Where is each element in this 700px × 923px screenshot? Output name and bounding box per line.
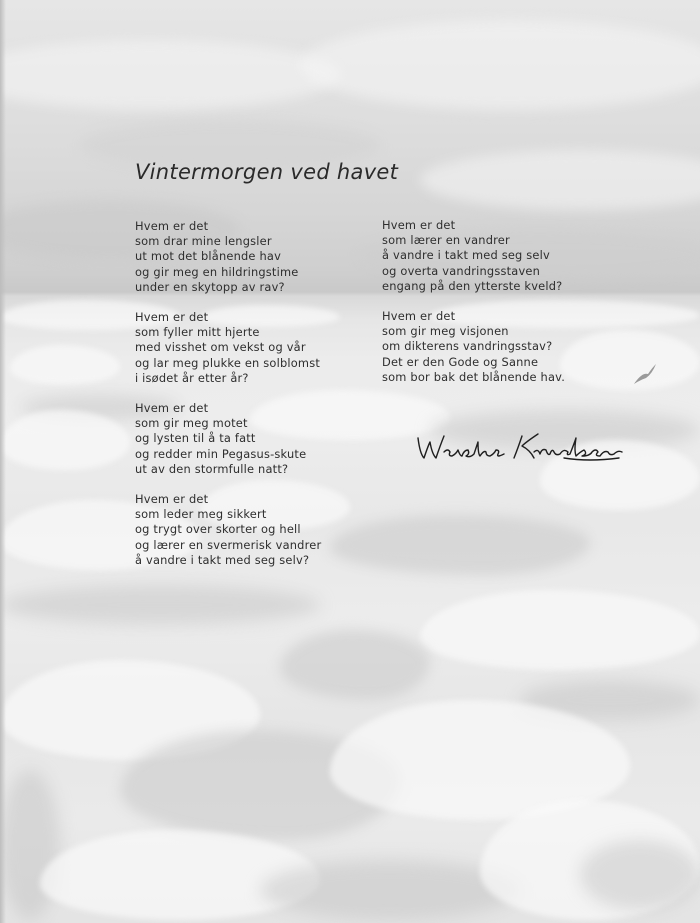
stanza bbox=[135, 401, 375, 477]
seabird-icon bbox=[632, 362, 658, 388]
poem-line: og gir meg en hildringstime bbox=[135, 264, 299, 279]
poem-line: med visshet om vekst og vår bbox=[135, 340, 306, 355]
poem-line: og trygt over skorter og hell bbox=[135, 522, 301, 537]
poem-line: under en skytopp av rav? bbox=[135, 279, 285, 294]
stanza bbox=[135, 219, 375, 295]
poem-line: Hvem er det bbox=[382, 309, 456, 324]
poem-line: i isødet år etter år? bbox=[135, 370, 249, 385]
poem-line: og redder min Pegasus-skute bbox=[135, 446, 307, 461]
poem-line: og lar meg plukke en solblomst bbox=[135, 355, 321, 370]
stanza bbox=[135, 492, 375, 568]
poem-line: om dikterens vandringsstav? bbox=[382, 339, 553, 354]
poem-line: Hvem er det bbox=[135, 492, 209, 507]
poem-line: ut mot det blånende hav bbox=[135, 249, 282, 264]
poem-line: og lærer en svermerisk vandrer bbox=[135, 537, 322, 552]
poem-line: engang på den ytterste kveld? bbox=[382, 278, 563, 293]
poem-line: og lysten til å ta fatt bbox=[135, 431, 256, 446]
poem-line: som gir meg visjonen bbox=[382, 324, 509, 339]
poem-line: som fyller mitt hjerte bbox=[135, 325, 260, 340]
poem-line: som lærer en vandrer bbox=[382, 233, 510, 248]
poem-line: Hvem er det bbox=[135, 401, 209, 416]
poem-right-column bbox=[382, 218, 632, 400]
poem-line: som drar mine lengsler bbox=[135, 234, 272, 249]
stanza bbox=[382, 218, 632, 294]
poem-line: å vandre i takt med seg selv? bbox=[135, 552, 310, 567]
poem-line: Hvem er det bbox=[135, 219, 209, 233]
stanza bbox=[382, 309, 632, 385]
poem-line: Hvem er det bbox=[135, 310, 209, 325]
author-signature bbox=[414, 428, 629, 468]
poem-line: og overta vandringsstaven bbox=[382, 263, 541, 278]
poem-line: å vandre i takt med seg selv bbox=[382, 248, 550, 263]
poem-line: som bor bak det blånende hav. bbox=[382, 369, 566, 384]
poem-title: Vintermorgen ved havet bbox=[135, 160, 399, 184]
poem-left-column bbox=[135, 219, 375, 583]
poem-line: Hvem er det bbox=[382, 218, 456, 232]
stanza bbox=[135, 310, 375, 386]
poem-line: som gir meg motet bbox=[135, 416, 248, 431]
poem-line: som leder meg sikkert bbox=[135, 507, 267, 522]
poem-line: ut av den stormfulle natt? bbox=[135, 461, 289, 476]
poem-line: Det er den Gode og Sanne bbox=[382, 354, 539, 369]
